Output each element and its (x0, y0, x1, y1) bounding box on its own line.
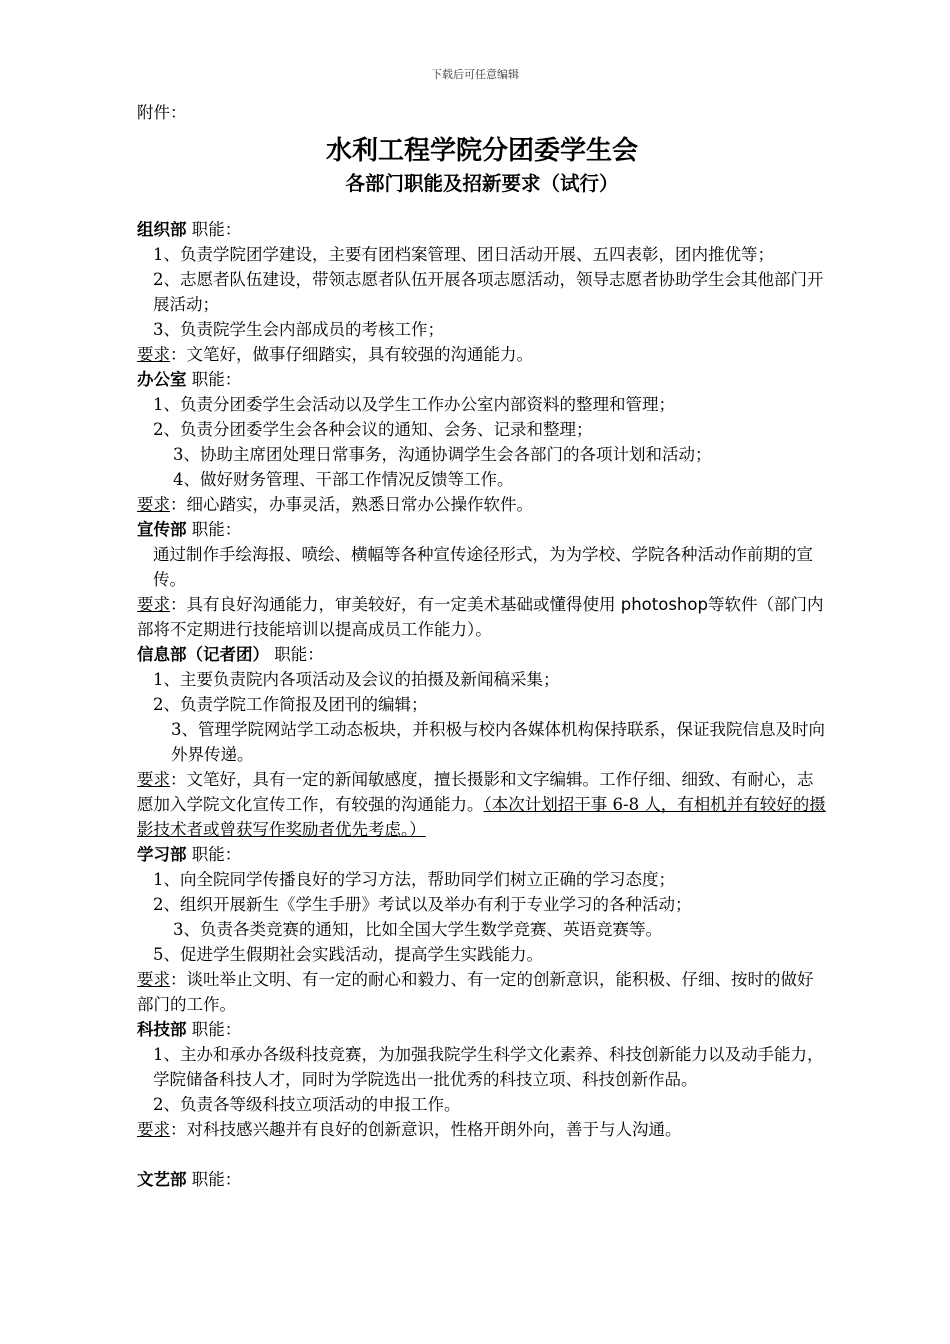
software-name: photoshop (620, 595, 708, 614)
func-label: 职能： (191, 1020, 242, 1039)
func-label: 职能： (191, 520, 242, 539)
section-technology (137, 1017, 827, 1142)
duty-item: 3、负责各类竞赛的通知，比如全国大学生数学竞赛、英语竞赛等。 (173, 920, 662, 939)
req-label: 要求 (137, 595, 170, 614)
duty-item: 1、负责学院团学建设，主要有团档案管理、团日活动开展、五四表彰，团内推优等； (153, 245, 774, 264)
document-title: 水利工程学院分团委学生会 (325, 136, 638, 166)
download-note: 下载后可任意编辑 (431, 68, 519, 81)
duty-item: 通过制作手绘海报、喷绘、横幅等各种宣传途径形式，为为学校、学院各种活动作前期的宣传。 (153, 545, 813, 589)
requirement-text: ：具有良好沟通能力，审美较好，有一定美术基础或懂得使用 (170, 595, 616, 614)
func-label: 职能： (274, 645, 324, 664)
duty-item: 1、主办和承办各级科技竞赛，为加强我院学生科学文化素养、科技创新能力以及动手能力，学院储备科技人才，同时为学院选出一批优秀的科技立项、科技创新作品。 (153, 1045, 824, 1089)
func-label: 职能： (191, 845, 242, 864)
spacer (137, 1142, 827, 1167)
req-label: 要求 (137, 770, 170, 789)
requirement-text: ：文笔好，具有一定的新闻敏感度，擅长摄影和文字编辑。工作仔细、细致、有耐心，志愿加入学院文化宣传工作，有较强的沟通能力。 (137, 770, 814, 814)
duty-item: 5、促进学生假期社会实践活动，提高学生实践能力。 (153, 945, 543, 964)
func-label: 职能： (191, 220, 242, 239)
attachment-label: 附件： (137, 103, 187, 122)
dept-name: 宣传部 (137, 520, 187, 539)
req-label: 要求 (137, 495, 170, 514)
func-label: 职能： (191, 1170, 242, 1189)
section-arts (137, 1167, 827, 1192)
section-organization (137, 217, 827, 367)
requirement-text: ：文笔好，做事仔细踏实，具有较强的沟通能力。 (170, 345, 533, 364)
duty-item: 4、做好财务管理、干部工作情况反馈等工作。 (173, 470, 514, 489)
duty-item: 2、负责分团委学生会各种会议的通知、会务、记录和整理； (153, 420, 593, 439)
dept-name: 学习部 (137, 845, 187, 864)
duty-item: 2、负责学院工作简报及团刊的编辑； (153, 695, 428, 714)
req-label: 要求 (137, 345, 170, 364)
duty-item: 2、组织开展新生《学生手册》考试以及举办有利于专业学习的各种活动； (153, 895, 692, 914)
section-information (137, 642, 827, 842)
document-page (137, 100, 827, 1192)
func-label: 职能： (191, 370, 242, 389)
document-subtitle: 各部门职能及招新要求（试行） (345, 172, 619, 195)
duty-item: 3、协助主席团处理日常事务，沟通协调学生会各部门的各项计划和活动； (173, 445, 712, 464)
req-label: 要求 (137, 1120, 170, 1139)
section-publicity (137, 517, 827, 642)
requirement-text: ：细心踏实，办事灵活，熟悉日常办公操作软件。 (170, 495, 533, 514)
duty-item: 3、管理学院网站学工动态板块，并积极与校内各媒体机构保持联系，保证我院信息及时向外界传递。 (171, 720, 825, 764)
duty-item: 2、志愿者队伍建设，带领志愿者队伍开展各项志愿活动，领导志愿者协助学生会其他部门开展活动； (153, 270, 824, 314)
dept-name: 文艺部 (137, 1170, 187, 1189)
duty-item: 1、主要负责院内各项活动及会议的拍摄及新闻稿采集； (153, 670, 560, 689)
dept-name: 信息部（记者团） (137, 645, 269, 664)
section-study (137, 842, 827, 1017)
section-office (137, 367, 827, 517)
req-label: 要求 (137, 970, 170, 989)
requirement-text: ：对科技感兴趣并有良好的创新意识，性格开朗外向，善于与人沟通。 (170, 1120, 682, 1139)
requirement-text-cont: 等软件（部门内部将不定期进行技能培训以提高成员工作能力）。 (137, 595, 824, 639)
duty-item: 3、负责院学生会内部成员的考核工作； (153, 320, 444, 339)
duty-item: 1、负责分团委学生会活动以及学生工作办公室内部资料的整理和管理； (153, 395, 675, 414)
dept-name: 组织部 (137, 220, 187, 239)
recruit-note: （本次计划招干事 6-8 人，有相机并有较好的摄影技术者或曾获写作奖励者优先考虑。） (137, 795, 826, 839)
dept-name: 办公室 (137, 370, 187, 389)
dept-name: 科技部 (137, 1020, 187, 1039)
duty-item: 1、向全院同学传播良好的学习方法，帮助同学们树立正确的学习态度； (153, 870, 675, 889)
duty-item: 2、负责各等级科技立项活动的申报工作。 (153, 1095, 461, 1114)
requirement-text: ：谈吐举止文明、有一定的耐心和毅力、有一定的创新意识，能积极、仔细、按时的做好部门的工作。 (137, 970, 814, 1014)
